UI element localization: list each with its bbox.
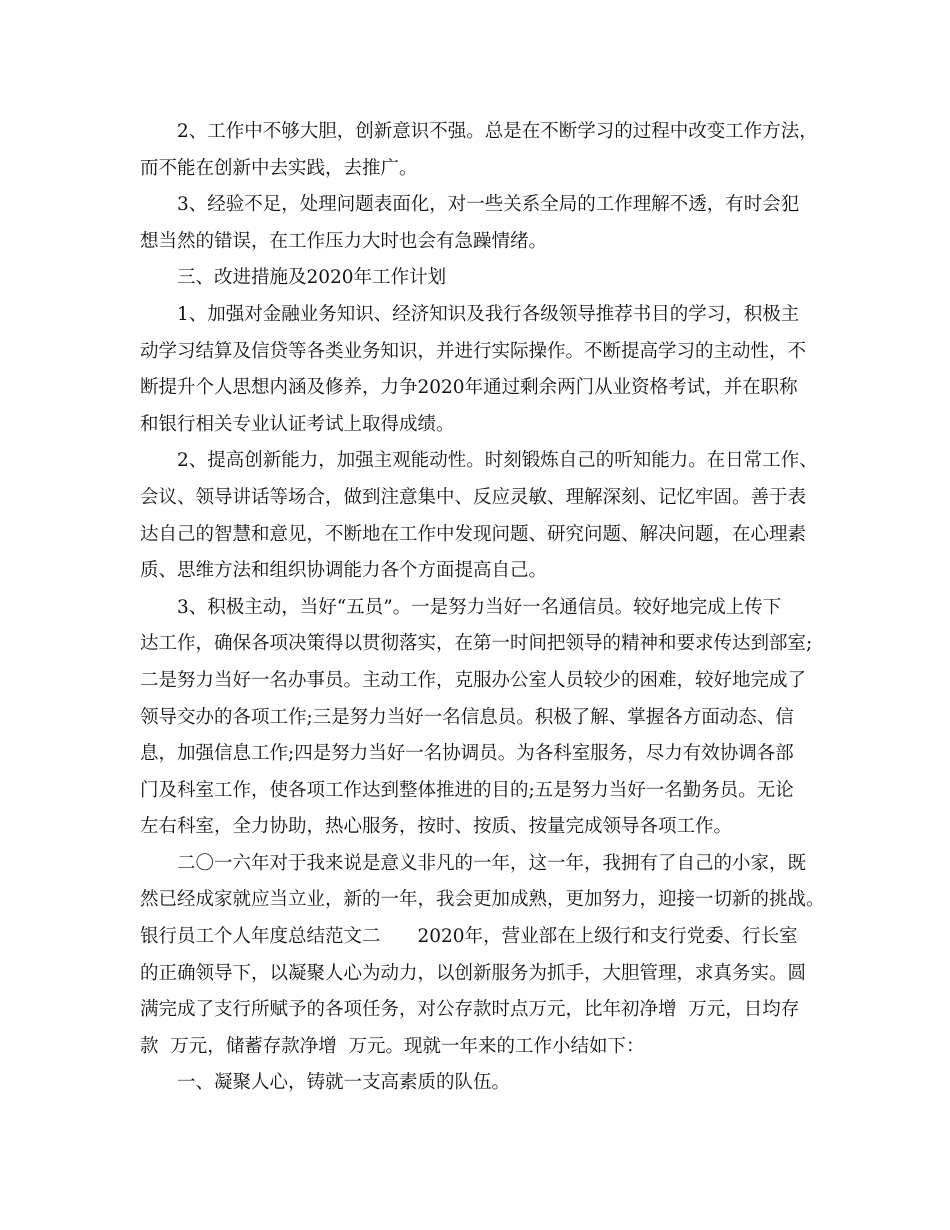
text-line: 质、思维方法和组织协调能力各个方面提高自己。 — [140, 560, 548, 582]
document-body — [140, 114, 830, 1102]
paragraph-plan-3 — [140, 590, 830, 846]
text-line: 和银行相关专业认证考试上取得成绩。 — [140, 413, 455, 435]
text-line: 领导交办的各项工作;三是努力当好一名信息员。积极了解、掌握各方面动态、信 — [140, 706, 794, 728]
text-line: 2、工作中不够大胆，创新意识不强。总是在不断学习的过程中改变工作方法， — [177, 121, 818, 142]
text-line: 息，加强信息工作;四是努力当好一名协调员。为各科室服务，尽力有效协调各部 — [140, 743, 794, 765]
text-line: 一、凝聚人心，铸就一支高素质的队伍。 — [177, 1072, 511, 1094]
text-line: 断提升个人思想内涵及修养，力争2020年通过剩余两门从业资格考试，并在职称 — [140, 377, 798, 399]
paragraph-plan-2 — [140, 443, 830, 589]
text-line: 二〇一六年对于我来说是意义非凡的一年，这一年，我拥有了自己的小家，既 — [177, 852, 807, 874]
paragraph-sample-two-intro — [140, 919, 830, 1065]
paragraph-reflection — [140, 846, 830, 919]
section-heading-cohesion — [140, 1065, 830, 1102]
text-line: 达自己的智慧和意见，不断地在工作中发现问题、研究问题、解决问题，在心理素 — [140, 523, 807, 545]
text-line: 满完成了支行所赋予的各项任务，对公存款时点万元，比年初净增 万元，日均存 — [140, 999, 800, 1021]
text-line: 3、积极主动，当好“五员”。一是努力当好一名通信员。较好地完成上传下 — [177, 596, 782, 618]
paragraph-plan-1 — [140, 297, 830, 443]
text-line: 达工作，确保各项决策得以贯彻落实，在第一时间把领导的精神和要求传达到部室; — [140, 633, 813, 655]
paragraph-weakness-2 — [140, 114, 830, 187]
section-heading-improvement-plan — [140, 260, 830, 297]
text-line: 款 万元，储蓄存款净增 万元。现就一年来的工作小结如下： — [140, 1035, 645, 1057]
text-line: 动学习结算及信贷等各类业务知识，并进行实际操作。不断提高学习的主动性，不 — [140, 340, 807, 362]
paragraph-weakness-3 — [140, 187, 830, 260]
text-line: 二是努力当好一名办事员。主动工作，克服办公室人员较少的困难，较好地完成了 — [140, 669, 807, 691]
text-line: 2、提高创新能力，加强主观能动性。时刻锻炼自己的听知能力。在日常工作、 — [177, 450, 818, 472]
text-line: 而不能在创新中去实践，去推广。 — [140, 157, 418, 179]
text-line: 门及科室工作，使各项工作达到整体推进的目的;五是努力当好一名勤务员。无论 — [140, 779, 794, 801]
text-line: 的正确领导下，以凝聚人心为动力，以创新服务为抓手，大胆管理，求真务实。圆 — [140, 962, 807, 984]
text-line: 三、改进措施及2020年工作计划 — [177, 267, 447, 289]
text-line: 会议、领导讲话等场合，做到注意集中、反应灵敏、理解深刻、记忆牢固。善于表 — [140, 486, 807, 508]
text-line: 想当然的错误，在工作压力大时也会有急躁情绪。 — [140, 230, 548, 252]
text-line: 银行员工个人年度总结范文二 2020年，营业部在上级行和支行党委、行长室 — [140, 926, 798, 948]
text-line: 左右科室，全力协助，热心服务，按时、按质、按量完成领导各项工作。 — [140, 816, 733, 838]
text-line: 然已经成家就应当立业，新的一年，我会更加成熟，更加努力，迎接一切新的挑战。 — [140, 889, 825, 911]
text-line: 3、经验不足，处理问题表面化，对一些关系全局的工作理解不透，有时会犯 — [177, 194, 800, 216]
text-line: 1、加强对金融业务知识、经济知识及我行各级领导推荐书目的学习，积极主 — [177, 303, 800, 325]
